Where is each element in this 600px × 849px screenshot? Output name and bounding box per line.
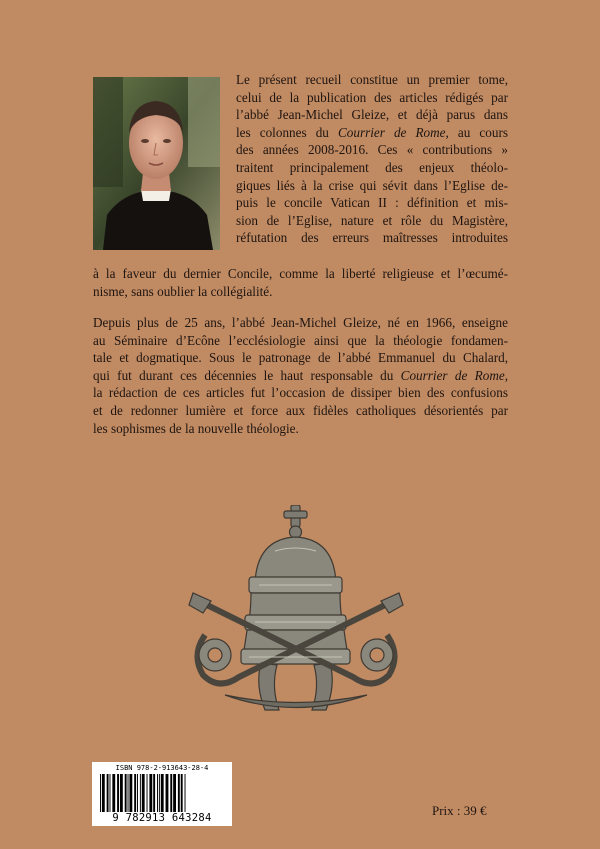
text-line: la rédaction de ces articles fut l’occasion de dissiper bien des confusions: [93, 385, 508, 401]
text-line: et de redonner lumière et force aux fidèles catholiques désorientés par: [93, 402, 508, 418]
text-line: au Séminaire d’Ecône l’ecclésiologie ainsi que la théologie fondamen-: [93, 332, 508, 348]
text-line: à la faveur du dernier Concile, comme la liberté religieuse et l’œcumé-: [93, 266, 508, 281]
text-line: sion de l’Eglise, nature et rôle du Magistère,: [236, 212, 508, 228]
text-line: tale et dogmatique. Sous le patronage de l’abbé Emmanuel du Chalard,: [93, 350, 508, 366]
journal-title: Courrier de Rome,: [400, 367, 509, 383]
journal-title: Courrier de Rome,: [337, 124, 449, 140]
text-line: qui fut durant ces décennies le haut responsable du Courrier de Rome,: [93, 367, 509, 383]
isbn-number: ISBN 978-2-913643-28-4: [115, 764, 209, 772]
text-line: Depuis plus de 25 ans, l’abbé Jean-Michel Gleize, né en 1966, enseigne: [93, 315, 508, 330]
text-line: puis le concile Vatican II : définition et mis-: [236, 195, 508, 211]
text-line: Le présent recueil constitue un premier tome,: [236, 72, 508, 87]
text-line: celui de la publication des articles rédigés par: [236, 89, 508, 105]
text-line: réfutation des erreurs maîtresses introduites: [236, 230, 508, 246]
text-line: des années 2008-2016. Ces « contributions »: [236, 142, 508, 158]
isbn-barcode: [92, 762, 232, 826]
text-line: traitent principalement des enjeux théolo-: [236, 159, 508, 175]
text-line: giques liés à la crise qui sévit dans l’Eglise de-: [236, 177, 508, 193]
barcode-digits: 9 782913 643284: [112, 812, 212, 824]
author-bio-paragraph: [93, 314, 508, 437]
summary-paragraph-top: [236, 71, 508, 247]
price-label: Prix : 39 €: [432, 803, 487, 818]
barcode-bars: [100, 774, 226, 812]
text-line: l’abbé Jean-Michel Gleize, et déjà parus dans: [236, 107, 508, 123]
text-line: les colonnes du Courrier de Rome, au cours: [236, 124, 508, 140]
papal-tiara-crossed-keys-icon: [185, 505, 407, 723]
text-line: les sophismes de la nouvelle théologie.: [93, 420, 299, 436]
text-line: nisme, sans oublier la collégialité.: [93, 283, 273, 299]
summary-paragraph-bottom: [93, 265, 508, 300]
author-portrait: [93, 77, 220, 250]
